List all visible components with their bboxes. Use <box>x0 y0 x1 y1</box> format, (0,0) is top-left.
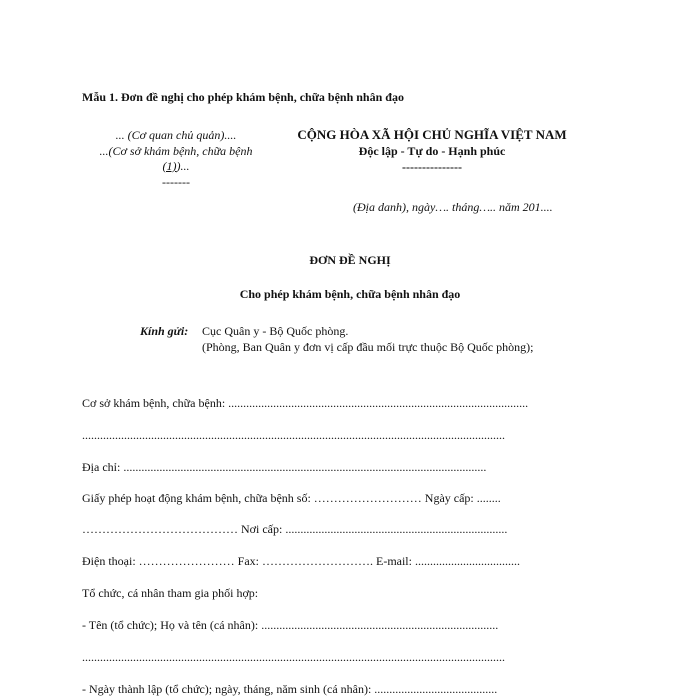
field-license: Giấy phép hoạt động khám bệnh, chữa bệnh số: ……………………… Ngày cấp: ........ <box>82 491 501 505</box>
left-separator: ------- <box>162 174 190 189</box>
field-partner-name-cont: ............................................................................................................................................. <box>82 650 505 664</box>
field-facility-name: Cơ sở khám bệnh, chữa bệnh: .................................................................................................... <box>82 396 529 410</box>
facility-line-cont <box>86 159 266 175</box>
right-separator: --------------- <box>402 160 462 174</box>
form-title: Mẫu 1. Đơn đề nghị cho phép khám bệnh, chữa bệnh nhân đạo <box>82 90 404 104</box>
nation-name: CỘNG HÒA XÃ HỘI CHỦ NGHĨA VIỆT NAM <box>297 127 567 142</box>
field-facility-name-cont: ............................................................................................................................................. <box>82 428 505 442</box>
recipient-block <box>140 323 534 354</box>
document-title: ĐƠN ĐỀ NGHỊ <box>309 253 391 267</box>
facility-line-suffix: )... <box>176 159 190 173</box>
footnote-ref: (1) <box>162 159 177 173</box>
recipient-secondary: (Phòng, Ban Quân y đơn vị cấp đầu mối trực thuộc Bộ Quốc phòng); <box>202 340 534 354</box>
document-subtitle: Cho phép khám bệnh, chữa bệnh nhân đạo <box>239 287 461 301</box>
field-contact: Điện thoại: …………………… Fax: ………………………. E-mail: ................................... <box>82 554 520 568</box>
left-header <box>86 128 266 190</box>
field-partner-founded: - Ngày thành lập (tổ chức); ngày, tháng, năm sinh (cá nhân): ......................................... <box>82 682 498 696</box>
parent-agency-line: ... (Cơ quan chủ quản).... <box>115 128 237 142</box>
date-line: (Địa danh), ngày…. tháng….. năm 201.... <box>353 200 553 214</box>
facility-line: ...(Cơ sở khám bệnh, chữa bệnh <box>99 143 253 158</box>
field-partners-heading: Tổ chức, cá nhân tham gia phối hợp: <box>82 586 259 600</box>
national-motto: Độc lập - Tự do - Hạnh phúc <box>358 144 506 158</box>
field-address: Địa chỉ: ......................................................................................................................... <box>82 460 487 474</box>
field-partner-name: - Tên (tổ chức); Họ và tên (cá nhân): ............................................................................... <box>82 618 499 632</box>
recipient-label: Kính gửi: <box>140 324 189 338</box>
right-header <box>262 127 602 175</box>
recipient-primary: Cục Quân y - Bộ Quốc phòng. <box>202 324 349 338</box>
field-issued-place: ………………………………… Nơi cấp: .......................................................................... <box>82 522 508 536</box>
